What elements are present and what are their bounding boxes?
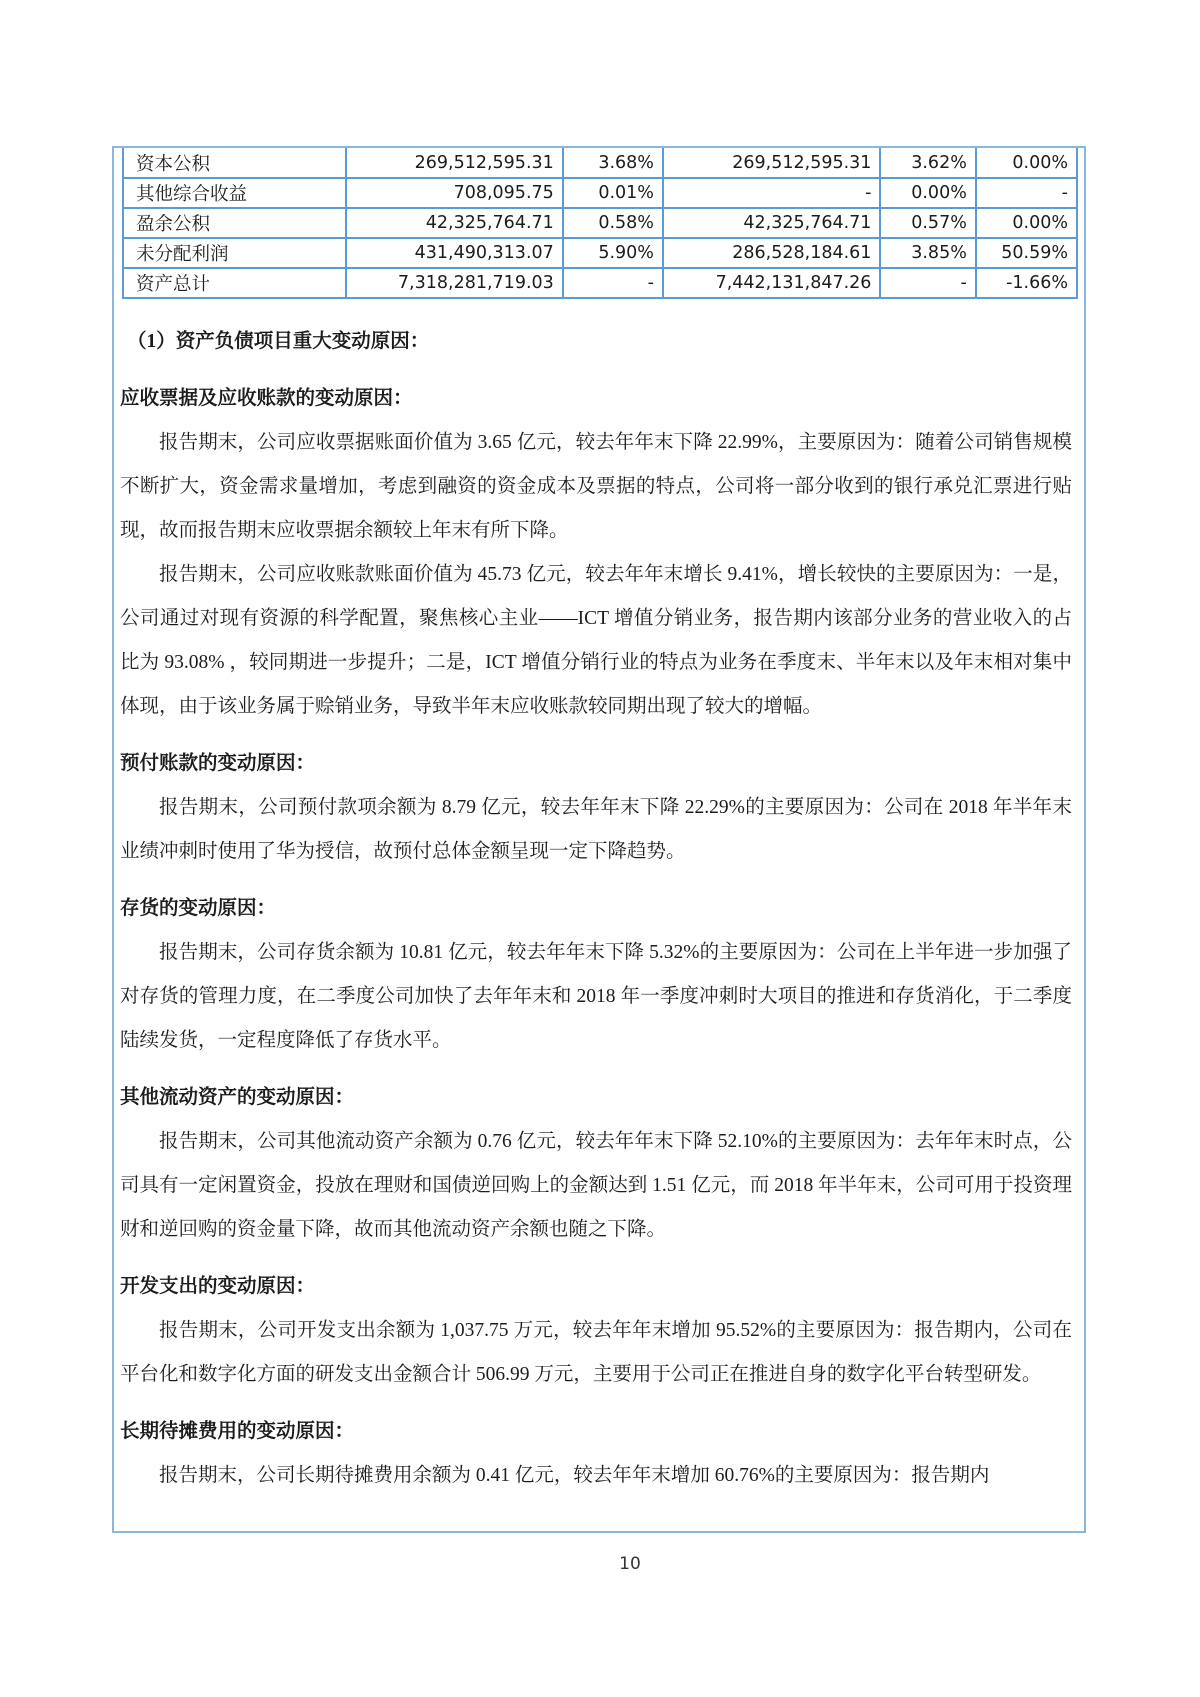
section-heading: 长期待摊费用的变动原因： <box>120 1421 355 1442</box>
value-cell: 269,512,595.31 <box>346 148 563 178</box>
value-cell: 0.00% <box>976 148 1077 178</box>
row-label-cell: 未分配利润 <box>123 238 346 268</box>
table-row <box>123 208 1077 238</box>
body-paragraph: 报告期末，公司应收票据账面价值为 3.65 亿元，较去年年末下降 22.99%，主要原因为：随着公司销售规模不断扩大，资金需求量增加，考虑到融资的资金成本及票据的特点，公司将一部分收到的银行承兑汇票进行贴现，故而报告期末应收票据余额较上年末有所下降。 <box>120 432 1072 541</box>
value-cell: 0.00% <box>976 208 1077 238</box>
value-cell: 708,095.75 <box>346 178 563 208</box>
table-row <box>123 178 1077 208</box>
value-cell: -1.66% <box>976 268 1077 298</box>
body-paragraph: 报告期末，公司应收账款账面价值为 45.73 亿元，较去年年末增长 9.41%，增长较快的主要原因为：一是，公司通过对现有资源的科学配置，聚焦核心主业——ICT 增值分销业务，报告期内该部分业务的营业收入的占比为 93.08% ，较同期进一步提升；二是，ICT 增值分销行业的特点为业务在季度末、半年末以及年末相对集中体现，由于该业务属于赊销业务，导致半年末应收账款较同期出现了较大的增幅。 <box>120 564 1072 717</box>
section-heading: 开发支出的变动原因： <box>120 1276 316 1297</box>
body-paragraph: 报告期末，公司其他流动资产余额为 0.76 亿元，较去年年末下降 52.10%的主要原因为：去年年末时点，公司具有一定闲置资金，投放在理财和国债逆回购上的金额达到 1.51 亿元，而 2018 年半年末，公司可用于投资理财和逆回购的资金量下降，故而其他流动资产余额也随之下降。 <box>120 1131 1072 1240</box>
value-cell: 7,318,281,719.03 <box>346 268 563 298</box>
value-cell: 0.58% <box>563 208 663 238</box>
value-cell: 0.01% <box>563 178 663 208</box>
row-label-cell: 资产总计 <box>123 268 346 298</box>
section-heading: 其他流动资产的变动原因： <box>120 1087 355 1108</box>
section-heading: 应收票据及应收账款的变动原因： <box>120 388 413 409</box>
value-cell: 0.00% <box>880 178 975 208</box>
body-paragraph: 报告期末，公司长期待摊费用余额为 0.41 亿元，较去年年末增加 60.76%的主要原因为：报告期内 <box>159 1465 990 1486</box>
page-number: 10 <box>619 1554 641 1574</box>
page-content-frame <box>112 146 1086 1533</box>
value-cell: 42,325,764.71 <box>663 208 881 238</box>
table-row <box>123 238 1077 268</box>
value-cell: 50.59% <box>976 238 1077 268</box>
value-cell: 3.68% <box>563 148 663 178</box>
value-cell: - <box>563 268 663 298</box>
value-cell: 7,442,131,847.26 <box>663 268 881 298</box>
section-heading: 存货的变动原因： <box>120 898 277 919</box>
section-heading: 预付账款的变动原因： <box>120 753 316 774</box>
value-cell: 0.57% <box>880 208 975 238</box>
value-cell: 431,490,313.07 <box>346 238 563 268</box>
value-cell: 286,528,184.61 <box>663 238 881 268</box>
value-cell: 269,512,595.31 <box>663 148 881 178</box>
table-row <box>123 268 1077 298</box>
value-cell: - <box>880 268 975 298</box>
row-label-cell: 其他综合收益 <box>123 178 346 208</box>
section-main-heading: （1）资产负债项目重大变动原因： <box>127 331 430 352</box>
value-cell: - <box>976 178 1077 208</box>
table-row <box>123 148 1077 178</box>
value-cell: - <box>663 178 881 208</box>
balance-sheet-table <box>122 148 1078 299</box>
sections <box>114 299 1084 1498</box>
row-label-cell: 盈余公积 <box>123 208 346 238</box>
balance-sheet-table-body <box>123 148 1077 298</box>
body-paragraph: 报告期末，公司开发支出余额为 1,037.75 万元，较去年年末增加 95.52%的主要原因为：报告期内，公司在平台化和数字化方面的研发支出金额合计 506.99 万元，主要用于公司正在推进自身的数字化平台转型研发。 <box>120 1320 1072 1385</box>
value-cell: 3.62% <box>880 148 975 178</box>
value-cell: 3.85% <box>880 238 975 268</box>
value-cell: 5.90% <box>563 238 663 268</box>
body-paragraph: 报告期末，公司存货余额为 10.81 亿元，较去年年末下降 5.32%的主要原因为：公司在上半年进一步加强了对存货的管理力度，在二季度公司加快了去年年末和 2018 年一季度冲刺时大项目的推进和存货消化，于二季度陆续发货，一定程度降低了存货水平。 <box>120 942 1072 1051</box>
value-cell: 42,325,764.71 <box>346 208 563 238</box>
body-paragraph: 报告期末，公司预付款项余额为 8.79 亿元，较去年年末下降 22.29%的主要原因为：公司在 2018 年半年末业绩冲刺时使用了华为授信，故预付总体金额呈现一定下降趋势。 <box>120 797 1072 862</box>
row-label-cell: 资本公积 <box>123 148 346 178</box>
